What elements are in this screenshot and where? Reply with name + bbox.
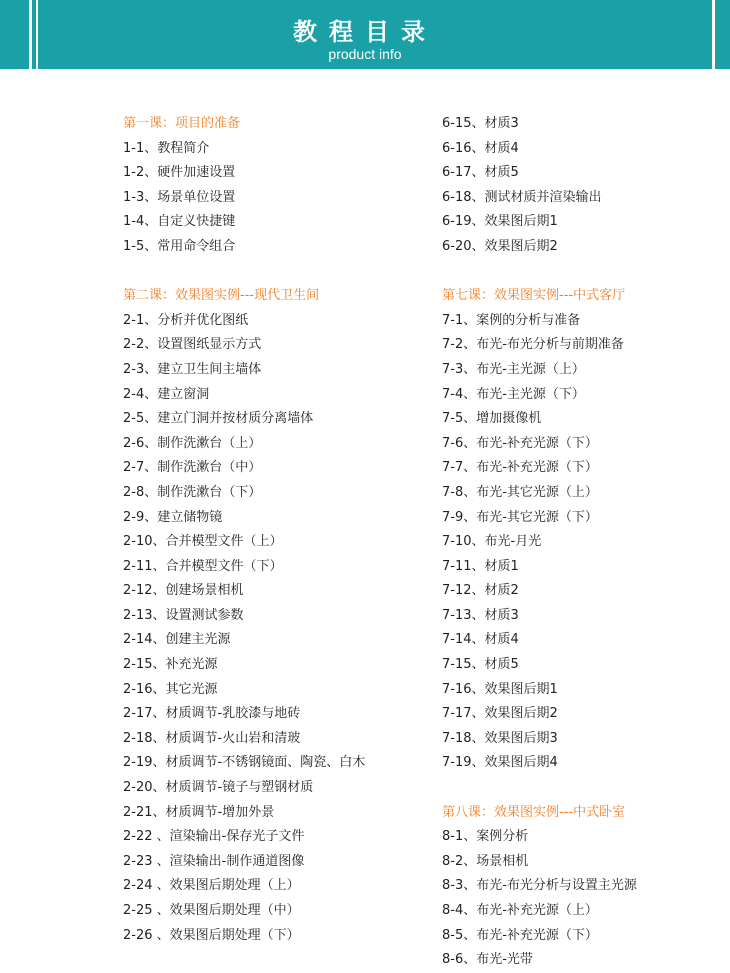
toc-item: 2-25 、效果图后期处理（中） [123,903,300,918]
toc-item: 1-1、教程简介 [123,140,210,156]
toc-item: 1-5、常用命令组合 [123,238,236,254]
toc-item: 2-4、建立窗洞 [123,386,210,402]
toc-item: 2-18、材质调节-火山岩和清玻 [123,730,301,746]
toc-item: 8-4、布光-补充光源（上） [442,903,598,918]
toc-item: 8-6、布光-光带 [442,952,533,968]
toc-item: 7-14、材质4 [442,632,519,648]
toc-item: 1-4、自定义快捷键 [123,214,236,230]
toc-item: 7-5、增加摄像机 [442,411,542,427]
toc-item: 2-24 、效果图后期处理（上） [123,878,300,894]
toc-item: 7-9、布光-其它光源（下） [442,509,598,525]
lesson-title: 第二课：效果图实例---现代卫生间 [123,288,320,304]
toc-item: 2-8、制作洗漱台（下） [123,484,262,500]
toc-item: 7-12、材质2 [442,583,519,599]
toc-item: 7-6、布光-补充光源（下） [442,435,598,451]
section-gap [442,776,722,801]
toc-item: 2-19、材质调节-不锈钢镜面、陶瓷、白木 [123,755,366,771]
toc-item: 7-13、材质3 [442,607,519,623]
toc-item: 7-19、效果图后期4 [442,755,558,771]
toc-item: 8-3、布光-布光分析与设置主光源 [442,878,637,894]
toc-item: 2-26 、效果图后期处理（下） [123,927,300,943]
toc-item: 2-13、设置测试参数 [123,607,244,623]
toc-item: 2-10、合并模型文件（上） [123,534,283,550]
lesson-title: 第一课：项目的准备 [123,116,241,131]
toc-item: 2-5、建立门洞并按材质分离墙体 [123,411,314,427]
toc-item: 2-11、合并模型文件（下） [123,558,283,574]
toc-item: 7-11、材质1 [442,558,519,574]
toc-item: 2-7、制作洗漱台（中） [123,460,262,476]
toc-item: 2-2、设置图纸显示方式 [123,337,262,353]
lesson-title: 第八课：效果图实例---中式卧室 [442,804,626,820]
toc-item: 6-16、材质4 [442,140,519,156]
section-gap [123,260,423,285]
lesson-title: 第七课：效果图实例---中式客厅 [442,288,626,304]
toc-item: 1-2、硬件加速设置 [123,165,236,181]
page-subtitle: product info [328,46,402,62]
toc-item: 6-15、材质3 [442,116,519,131]
toc-item: 2-22 、渲染输出-保存光子文件 [123,829,305,845]
toc-item: 7-15、材质5 [442,657,519,673]
toc-item: 7-17、效果图后期2 [442,706,558,722]
toc-item: 2-23 、渲染输出-制作通道图像 [123,853,305,869]
toc-item: 8-1、案例分析 [442,829,529,845]
section-gap [442,260,722,285]
toc-item: 2-6、制作洗漱台（上） [123,435,262,451]
toc-item: 7-3、布光-主光源（上） [442,361,585,377]
toc-right-column [442,112,722,973]
toc-item: 7-1、案例的分析与准备 [442,312,581,328]
toc-item: 7-2、布光-布光分析与前期准备 [442,337,624,353]
toc-item: 6-18、测试材质并渲染输出 [442,189,602,205]
toc-item: 2-20、材质调节-镜子与塑钢材质 [123,780,314,796]
toc-item: 7-7、布光-补充光源（下） [442,460,598,476]
toc-item: 7-18、效果图后期3 [442,730,558,746]
toc-item: 8-5、布光-补充光源（下） [442,927,598,943]
toc-item: 7-16、效果图后期1 [442,681,558,697]
toc-item: 2-16、其它光源 [123,681,218,697]
toc-item: 2-15、补充光源 [123,657,218,673]
toc-item: 1-3、场景单位设置 [123,189,236,205]
toc-item: 2-1、分析并优化图纸 [123,312,249,328]
toc-item: 7-8、布光-其它光源（上） [442,484,598,500]
toc-item: 2-9、建立储物镜 [123,509,223,525]
toc-item: 7-10、布光-月光 [442,534,542,550]
toc-item: 2-14、创建主光源 [123,632,231,648]
header-banner [0,0,730,69]
toc-item: 6-20、效果图后期2 [442,238,558,254]
toc-item: 2-12、创建场景相机 [123,583,244,599]
toc-item: 6-17、材质5 [442,165,519,181]
toc-item: 2-3、建立卫生间主墙体 [123,361,262,377]
page-title: 教程目录 [293,18,437,46]
toc-item: 2-17、材质调节-乳胶漆与地砖 [123,706,301,722]
toc-item: 7-4、布光-主光源（下） [442,386,585,402]
toc-left-column [123,112,423,948]
toc-item: 6-19、效果图后期1 [442,214,558,230]
toc-item: 2-21、材质调节-增加外景 [123,804,275,820]
toc-item: 8-2、场景相机 [442,853,529,869]
